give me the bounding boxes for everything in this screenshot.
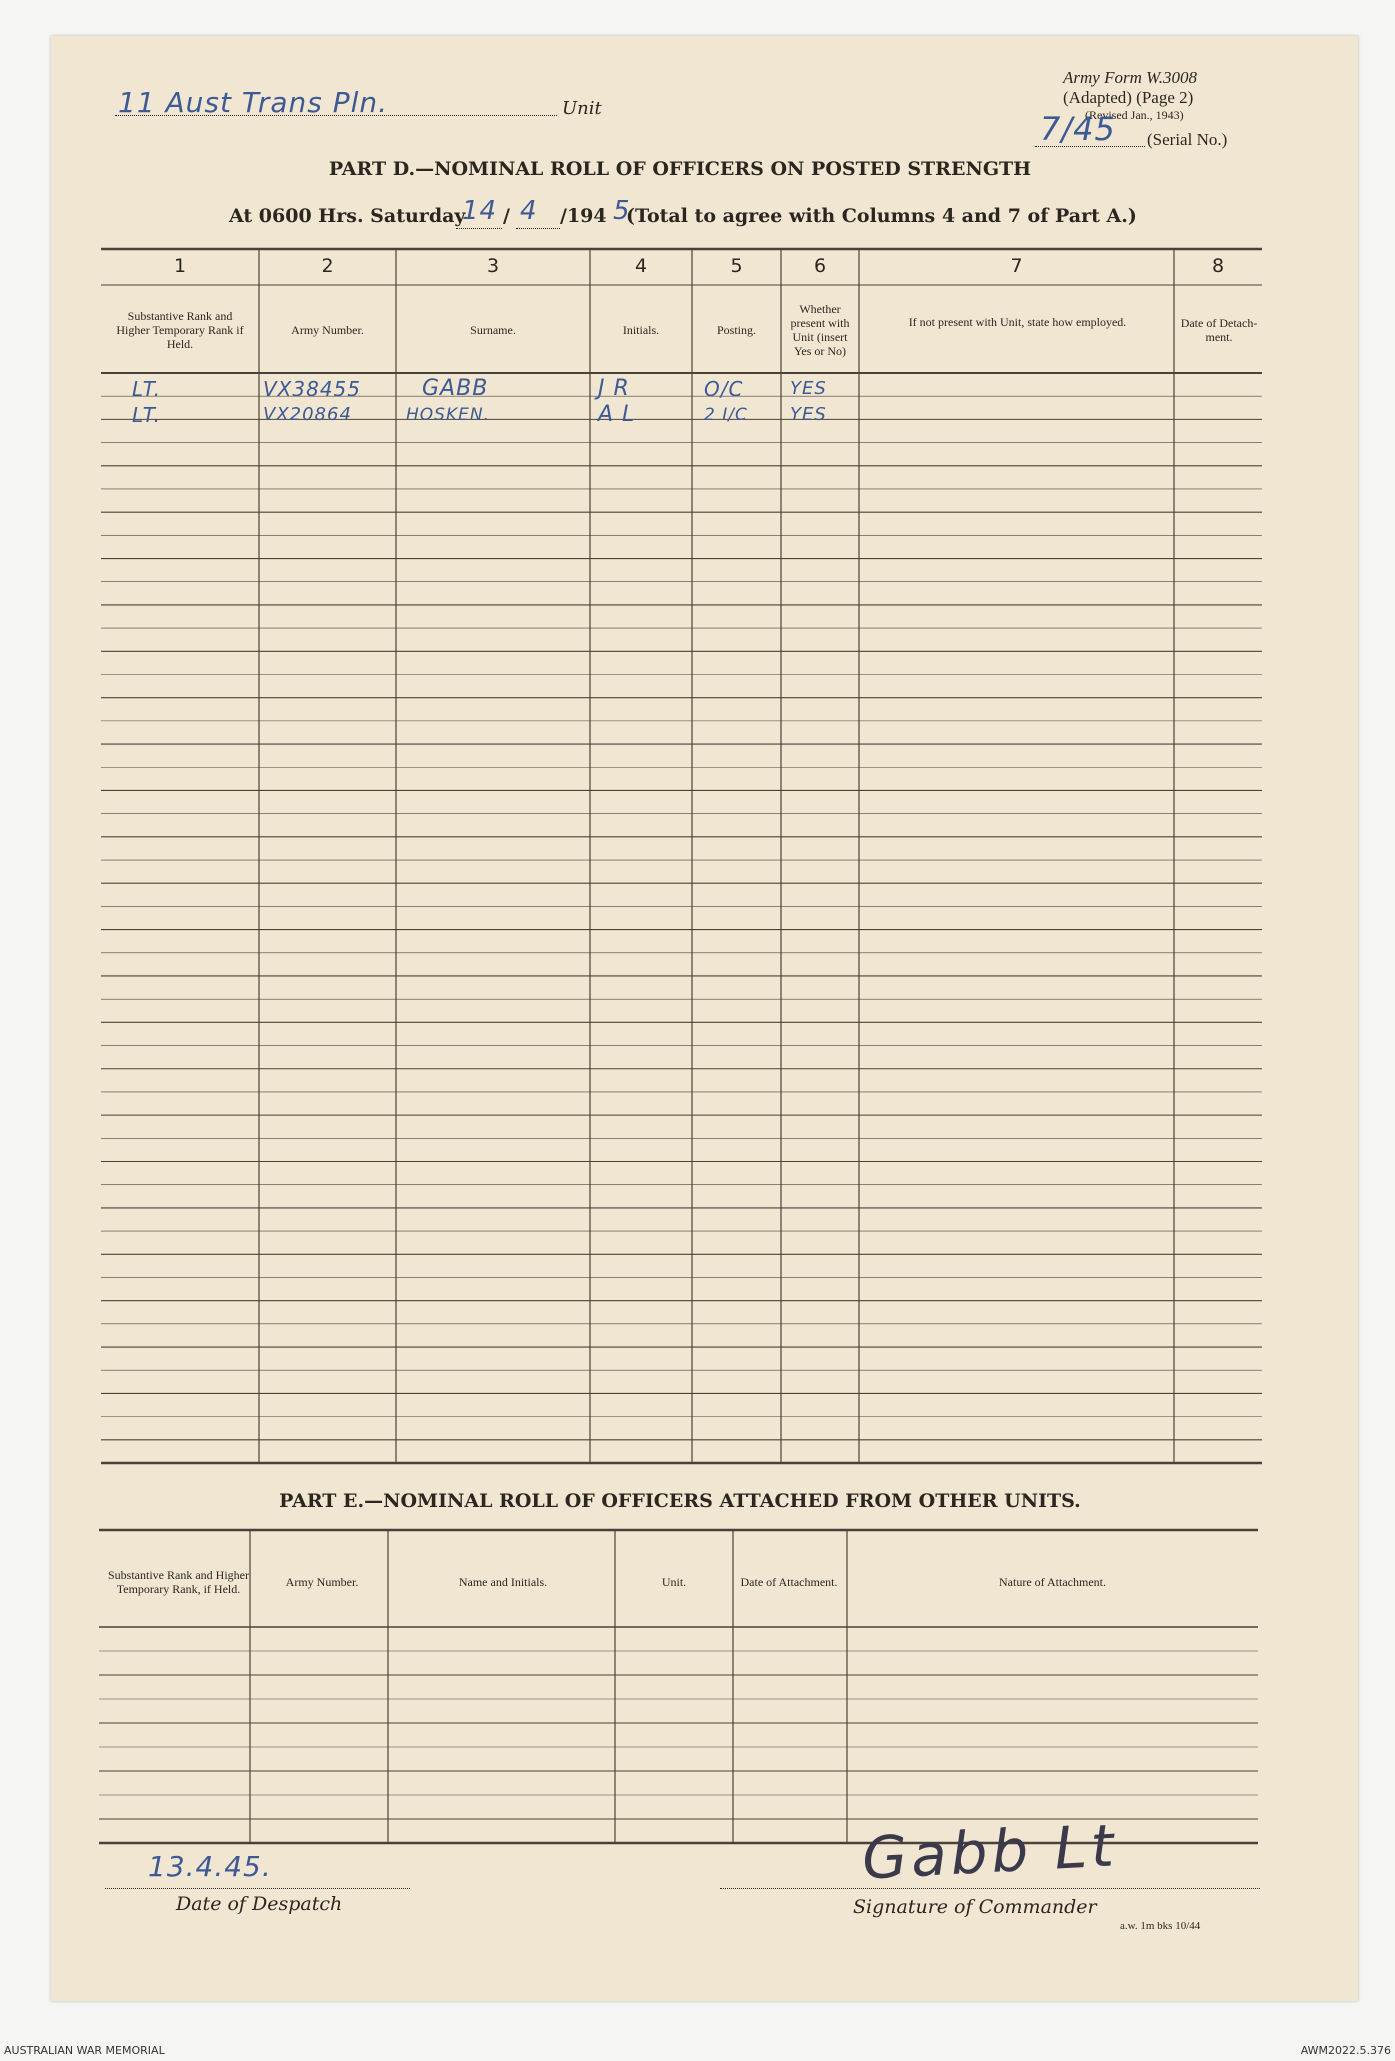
date-prefix: At 0600 Hrs. Saturday: [229, 205, 466, 227]
print-code: a.w. 1m bks 10/44: [1120, 1920, 1201, 1932]
date-suffix: (Total to agree with Columns 4 and 7 of Part A.): [626, 205, 1137, 227]
archive-credit: AUSTRALIAN WAR MEMORIAL: [4, 2044, 165, 2057]
unit-handwritten: 11 Aust Trans Pln.: [118, 86, 389, 119]
col-number-3: 3: [486, 255, 500, 277]
e-header-unit: Unit.: [661, 1575, 687, 1589]
date-year-digit: 5: [613, 196, 631, 226]
header-initials: Initials.: [622, 323, 660, 337]
col-number-1: 1: [173, 255, 187, 277]
date-year-prefix: /194: [560, 205, 607, 227]
header-army-number: Army Number.: [291, 323, 364, 337]
row1-surname: GABB: [422, 376, 489, 401]
unit-label: Unit: [562, 98, 602, 119]
date-day: 14: [462, 196, 498, 226]
row2-number: VX20864: [263, 404, 352, 425]
archive-reference: AWM2022.5.376: [1300, 2044, 1391, 2057]
col-number-7: 7: [1010, 255, 1023, 277]
e-header-nature: Nature of Attachment.: [999, 1575, 1106, 1589]
col-number-2: 2: [321, 255, 334, 277]
header-posting: Posting.: [716, 323, 756, 337]
col-number-4: 4: [634, 255, 648, 277]
col-number-5: 5: [730, 255, 743, 277]
header-present: Whether present with Unit (insert Yes or No): [790, 302, 850, 358]
e-header-rank: Substantive Rank and Higher Temporary Rank, if Held.: [108, 1568, 249, 1596]
signature-label: Signature of Commander: [853, 1896, 1097, 1918]
row2-present: YES: [790, 404, 827, 425]
row2-rank: LT.: [132, 403, 161, 427]
form-reference: Army Form W.3008: [1063, 68, 1197, 87]
despatch-date: 13.4.45.: [148, 1850, 272, 1883]
row2-initials: A L: [598, 402, 636, 427]
row2-posting: 2 I/C: [704, 405, 748, 425]
header-detachment: Date of Detach-ment.: [1180, 316, 1258, 344]
row1-number: VX38455: [263, 377, 362, 401]
row1-rank: LT.: [132, 377, 161, 401]
despatch-dotted-line: [105, 1888, 410, 1889]
commander-signature: Gabb Lt: [860, 1811, 1120, 1893]
col-number-6: 6: [813, 255, 827, 277]
col-number-8: 8: [1211, 255, 1225, 277]
row2-surname: HOSKEN.: [406, 405, 490, 425]
e-header-army-number: Army Number.: [285, 1575, 359, 1589]
signature-dotted-line: [720, 1888, 1260, 1889]
despatch-label: Date of Despatch: [176, 1893, 343, 1915]
header-rank: Substantive Rank and Higher Temporary Rank if Held.: [116, 309, 244, 351]
form-revised: (Revised Jan., 1943): [1085, 108, 1184, 122]
part-e-title: PART E.—NOMINAL ROLL OF OFFICERS ATTACHED FROM OTHER UNITS.: [279, 1490, 1081, 1512]
date-month: 4: [520, 196, 538, 226]
serial-label: (Serial No.): [1147, 130, 1228, 149]
row1-initials: J R: [598, 376, 630, 401]
serial-handwritten: 7/45: [1040, 110, 1116, 148]
form-adapted: (Adapted) (Page 2): [1063, 88, 1194, 107]
row1-posting: O/C: [704, 377, 744, 401]
part-d-title: PART D.—NOMINAL ROLL OF OFFICERS ON POSTED STRENGTH: [328, 158, 1032, 180]
header-surname: Surname.: [470, 323, 516, 337]
header-employed: If not present with Unit, state how employed.: [908, 315, 1127, 329]
e-header-date: Date of Attachment.: [740, 1575, 838, 1589]
date-slash: /: [503, 205, 510, 227]
row1-present: YES: [790, 378, 827, 399]
e-header-name: Name and Initials.: [458, 1575, 548, 1589]
